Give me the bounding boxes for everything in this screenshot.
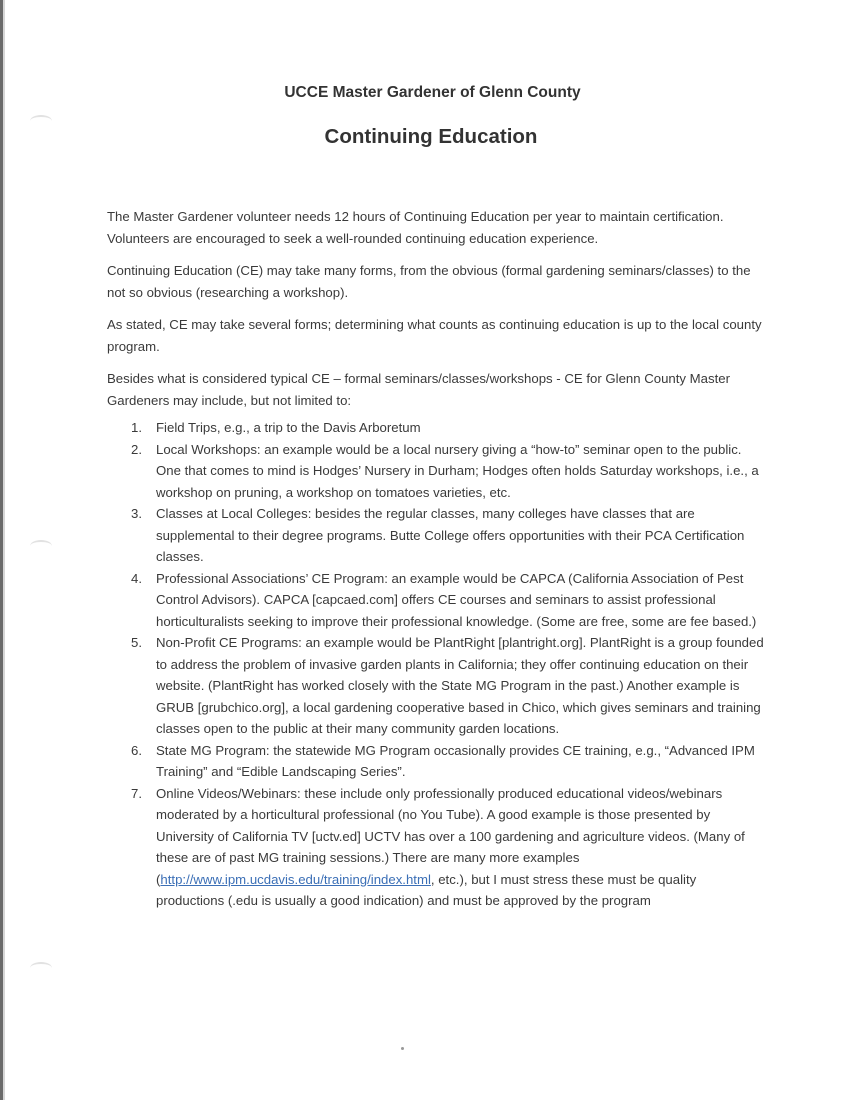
list-number: 4. (131, 570, 142, 586)
ipm-training-link[interactable]: http://www.ipm.ucdavis.edu/training/index.html (160, 871, 431, 887)
page-title: Continuing Education (324, 125, 538, 148)
punch-hole-mark (30, 962, 52, 974)
paragraph: The Master Gardener volunteer needs 12 hours of Continuing Education per year to maintain certification. Volunteers are encouraged to seek a well-rounded continuing education experience. (107, 209, 724, 246)
list-item (131, 568, 767, 633)
document-body (107, 206, 767, 912)
list-number: 3. (131, 506, 142, 521)
scan-speck (401, 1047, 404, 1050)
list-item (131, 740, 767, 783)
list-item (131, 783, 767, 912)
list-item (131, 439, 767, 504)
list-text: Online Videos/Webinars: these include only professionally produced educational videos/webinars moderated by a horticultural professional (no You Tube). A good example is those presented by University of California TV [uctv.ed] UCTV has over a 100 gardening and agriculture videos. (Many of these are of past MG training sessions.) There are many more examples ( (156, 785, 745, 887)
list-text: Local Workshops: an example would be a local nursery giving a “how-to” seminar open to the public. One that comes to mind is Hodges’ Nursery in Durham; Hodges often holds Saturday workshops, i.e., a workshop on pruning, a workshop on tomatoes varieties, etc. (156, 441, 759, 500)
list-text: , etc.), but I must stress these must be quality productions (.edu is usually a good indication) and must be approved by the program (156, 871, 697, 908)
ce-options-list (107, 417, 767, 912)
list-item (131, 417, 767, 439)
list-number: 6. (131, 742, 142, 758)
list-text: Field Trips, e.g., a trip to the Davis Arboretum (156, 420, 421, 435)
list-number: 7. (131, 785, 142, 801)
list-item (131, 632, 767, 740)
list-number: 1. (131, 420, 142, 435)
scan-edge-shadow (3, 0, 5, 1100)
paragraph: As stated, CE may take several forms; determining what counts as continuing education is up to the local county program. (107, 317, 762, 354)
list-text: Non-Profit CE Programs: an example would be PlantRight [plantright.org]. PlantRight is a group founded to address the problem of invasive garden plants in California; they offer continuing education on their website. (PlantRight has worked closely with the State MG Program in the past.) Another example is GRUB [grubchico.org], a local gardening cooperative based in Chico, which gives seminars and training classes open to the public at their many community garden locations. (156, 635, 764, 736)
punch-hole-mark (30, 540, 52, 552)
list-number: 2. (131, 441, 142, 457)
organization-heading: UCCE Master Gardener of Glenn County (284, 84, 581, 101)
list-text: State MG Program: the statewide MG Program occasionally provides CE training, e.g., “Advanced IPM Training” and “Edible Landscaping Series”. (156, 742, 755, 779)
paragraph: Continuing Education (CE) may take many forms, from the obvious (formal gardening seminars/classes) to the not so obvious (researching a workshop). (107, 263, 751, 300)
list-text: Classes at Local Colleges: besides the regular classes, many colleges have classes that are supplemental to their degree programs. Butte College offers opportunities with their PCA Certification classes. (156, 506, 745, 564)
list-item (131, 503, 767, 568)
list-number: 5. (131, 635, 142, 650)
paragraph: Besides what is considered typical CE – formal seminars/classes/workshops - CE for Glenn County Master Gardeners may include, but not limited to: (107, 371, 730, 408)
list-text: Professional Associations’ CE Program: an example would be CAPCA (California Association of Pest Control Advisors). CAPCA [capcaed.com] offers CE courses and seminars to assist professional horticulturalists seeking to improve their professional knowledge. (Some are free, some are fee based.) (156, 570, 757, 629)
